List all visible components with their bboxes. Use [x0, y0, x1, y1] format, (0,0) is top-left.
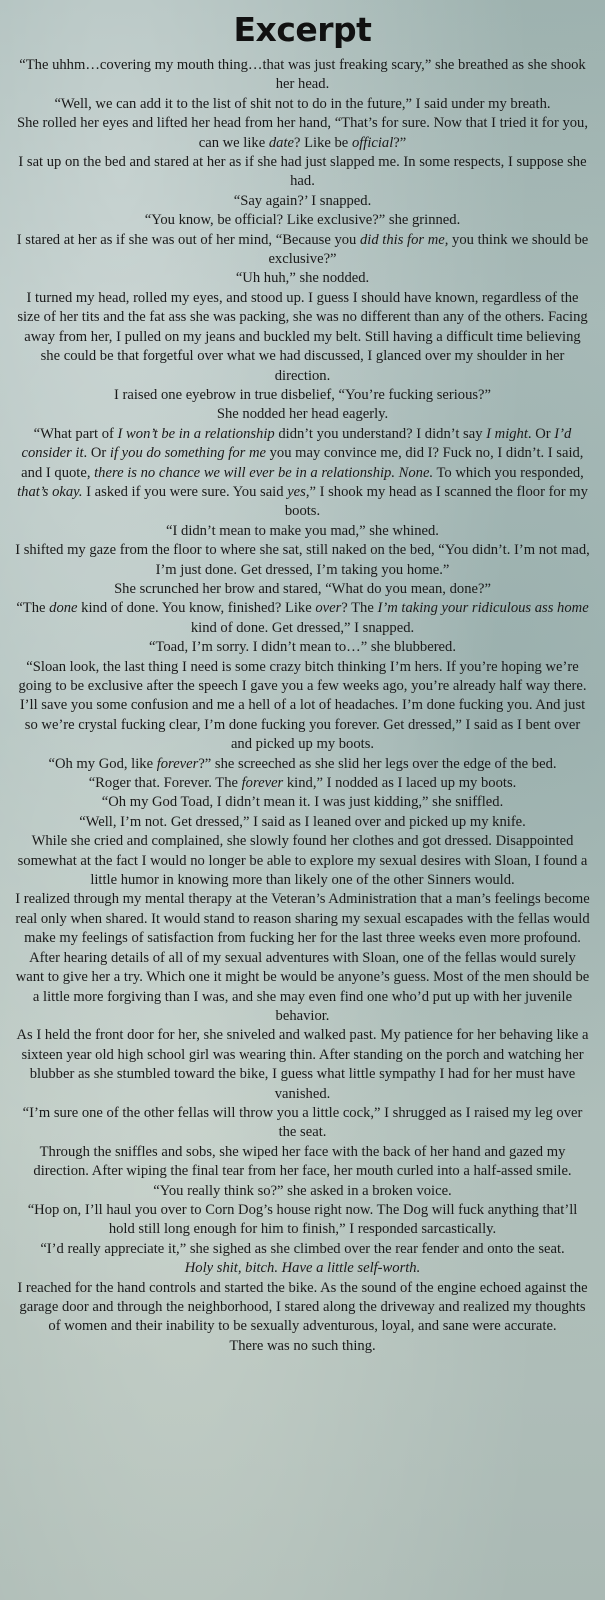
paragraph [14, 638, 591, 657]
text-run: ,” I shook my head as I scanned the floor for my boots. [284, 483, 588, 520]
paragraph [14, 1182, 591, 1201]
italic-text: Holy shit, bitch. Have a little self-worth. [184, 1260, 421, 1277]
paragraph [14, 1201, 591, 1240]
text-run: I realized through my mental therapy at the Veteran’s Administration that a man’s feelings become real only when shared. It would stand to reason sharing my sexual escapades with the fellas would make my feelings of satisfaction from fucking her for the last three weeks even more profound. [15, 891, 590, 947]
text-run: didn’t you understand? I didn’t say [274, 425, 487, 442]
italic-text: yes [287, 483, 306, 500]
italic-text: did this for me, [360, 231, 449, 248]
paragraph [14, 289, 591, 386]
italic-text: official [351, 134, 394, 151]
text-run: She nodded her head eagerly. [216, 406, 389, 423]
text-run: “Well, I’m not. Get dressed,” I said as I leaned over and picked up my knife. [79, 813, 526, 830]
paragraph [14, 1104, 591, 1143]
text-run: kind of done. You know, finished? Like [77, 600, 316, 617]
paragraph [14, 541, 591, 580]
text-run: There was no such thing. [229, 1337, 376, 1354]
text-run: I asked if you were sure. You said [82, 483, 288, 500]
paragraph [14, 755, 591, 774]
paragraph [14, 890, 591, 948]
text-run: “I’m sure one of the other fellas will throw you a little cock,” I shrugged as I raised my leg over the seat. [22, 1104, 583, 1141]
text-run: “I didn’t mean to make you mad,” she whined. [166, 522, 439, 539]
italic-text: I’m taking your ridiculous ass home [377, 600, 589, 617]
paragraph [14, 1240, 591, 1259]
paragraph [14, 1143, 591, 1182]
excerpt-text [14, 56, 591, 1356]
paragraph [14, 211, 591, 230]
text-run: I turned my head, rolled my eyes, and stood up. I guess I should have known, regardless of the size of her tits and the fat ass she was packing, she was no different than any of the others. Facing away from her, I pulled on my jeans and buckled my belt. Still having a difficult time believing she could be that forgetful over what we had discussed, I glanced over my shoulder in her direction. [17, 289, 588, 384]
text-run: you think we should be exclusive?” [268, 231, 589, 268]
paragraph [14, 56, 591, 95]
text-run: kind of done. Get dressed,” I snapped. [190, 619, 415, 636]
text-run: “Oh my God, like [48, 755, 157, 772]
paragraph [14, 192, 591, 211]
text-run: “Well, we can add it to the list of shit not to do in the future,” I said under my breath. [54, 95, 551, 112]
paragraph [14, 153, 591, 192]
paragraph [14, 580, 591, 599]
italic-text: I might [486, 425, 528, 442]
text-run: As I held the front door for her, she sniveled and walked past. My patience for her behaving like a sixteen year old high school girl was wearing thin. After standing on the porch and watching her blubber as she stumbled toward the bike, I guess what little sympathy I had for her must have vanished. [16, 1027, 589, 1102]
paragraph [14, 1337, 591, 1356]
text-run: To which you responded, [433, 464, 584, 481]
text-run: I sat up on the bed and stared at her as if she had just slapped me. In some respects, I suppose she had. [18, 154, 587, 190]
italic-text: done [49, 600, 78, 617]
paragraph [14, 949, 591, 1027]
text-run: . Or [83, 445, 110, 462]
text-run: “You really think so?” she asked in a broken voice. [153, 1182, 452, 1199]
text-run: ?” she screeched as she slid her legs over the edge of the bed. [198, 755, 557, 772]
paragraph [14, 832, 591, 890]
italic-text: I won’t be in a relationship [117, 425, 275, 442]
text-run: “You know, be official? Like exclusive?” she grinned. [144, 212, 461, 229]
page-title: Excerpt [233, 10, 372, 49]
text-run: ?” [393, 134, 407, 151]
paragraph [14, 405, 591, 424]
text-run: “I’d really appreciate it,” she sighed as she climbed over the rear fender and onto the seat. [40, 1240, 565, 1257]
italic-text: I’d consider it [21, 425, 572, 462]
italic-text: date [268, 134, 294, 151]
text-run: kind,” I nodded as I laced up my boots. [283, 775, 517, 792]
italic-text: forever [156, 755, 199, 772]
text-run: “The uhhm…covering my mouth thing…that was just freaking scary,” she breathed as she shook her head. [19, 57, 586, 93]
text-run: “Hop on, I’ll haul you over to Corn Dog’s house right now. The Dog will fuck anything that’ll hold still long enough for him to finish,” I responded sarcastically. [27, 1201, 578, 1238]
italic-text: there is no chance we will ever be in a relationship. None. [94, 464, 434, 481]
text-run: “Roger that. Forever. The [88, 775, 242, 792]
paragraph [14, 1026, 591, 1104]
paragraph [14, 386, 591, 405]
text-run: “What part of [33, 425, 118, 442]
text-run: After hearing details of all of my sexual adventures with Sloan, one of the fellas would surely want to give her a try. Which one it might be would be anyone’s guess. Most of the men should be a little more forgiving than I was, and she may even find one who’d put up with her juvenile behavior. [15, 949, 590, 1024]
text-run: “Oh my God Toad, I didn’t mean it. I was just kidding,” she sniffled. [101, 794, 504, 811]
paragraph [14, 793, 591, 812]
text-run: I shifted my gaze from the floor to where she sat, still naked on the bed, “You didn’t. I’m not mad, I’m just done. Get dressed, I’m taking you home.” [15, 542, 590, 578]
italic-text: over [315, 600, 342, 617]
text-run: “The [16, 600, 50, 617]
paragraph [14, 658, 591, 755]
paragraph [14, 425, 591, 522]
text-run: you may convince me, did I? Fuck no, I didn’t. I said, and I quote, [21, 445, 584, 481]
text-run: While she cried and complained, she slowly found her clothes and got dressed. Disappointed somewhat at the fact I would no longer be able to explore my sexual desires with Sloan, I found a little humor in knowing more than likely one of the other Sinners would. [17, 833, 588, 889]
italic-text: forever [241, 775, 284, 792]
text-run: “Sloan look, the last thing I need is some crazy bitch thinking I’m hers. If you’re hoping we’re going to be exclusive after the speech I gave you a few weeks ago, you’re already half way there. I’ll save you some confusion and me a hell of a lot of headaches. I’m done fucking you. And just so we’re crystal fucking clear, I’m done fucking you forever. Get dressed,” I said as I bent over and picked up my boots. [18, 658, 587, 753]
text-run: She rolled her eyes and lifted her head from her hand, “That’s for sure. Now that I tried it for you, can we like [17, 115, 588, 151]
text-run: “Say again?’ I snapped. [233, 192, 372, 209]
italic-text: that’s okay. [17, 483, 83, 500]
paragraph [14, 599, 591, 638]
text-run: I reached for the hand controls and started the bike. As the sound of the engine echoed against the garage door and through the neighborhood, I stared along the driveway and realized my thoughts of women and their inability to be sexually adventurous, loyal, and sane were accurate. [17, 1279, 588, 1335]
text-run: ? The [341, 600, 378, 617]
text-run: I stared at her as if she was out of her mind, “Because you [16, 231, 360, 248]
text-run: I raised one eyebrow in true disbelief, “You’re fucking serious?” [113, 386, 492, 403]
paragraph [14, 1279, 591, 1337]
italic-text: if you do something for me [109, 445, 266, 462]
text-run: . Or [527, 425, 555, 442]
paragraph [14, 774, 591, 793]
paragraph [14, 813, 591, 832]
text-run: She scrunched her brow and stared, “What do you mean, done?” [114, 580, 491, 597]
text-run: “Uh huh,” she nodded. [235, 270, 370, 287]
text-run: Through the sniffles and sobs, she wiped her face with the back of her hand and gazed my direction. After wiping the final tear from her face, her mouth curled into a half-assed smile. [33, 1143, 572, 1180]
text-run: ? Like be [293, 134, 352, 151]
paragraph [14, 1259, 591, 1278]
paragraph [14, 114, 591, 153]
paragraph [14, 269, 591, 288]
paragraph [14, 95, 591, 114]
paragraph [14, 522, 591, 541]
text-run: “Toad, I’m sorry. I didn’t mean to…” she blubbered. [149, 639, 456, 656]
paragraph [14, 231, 591, 270]
